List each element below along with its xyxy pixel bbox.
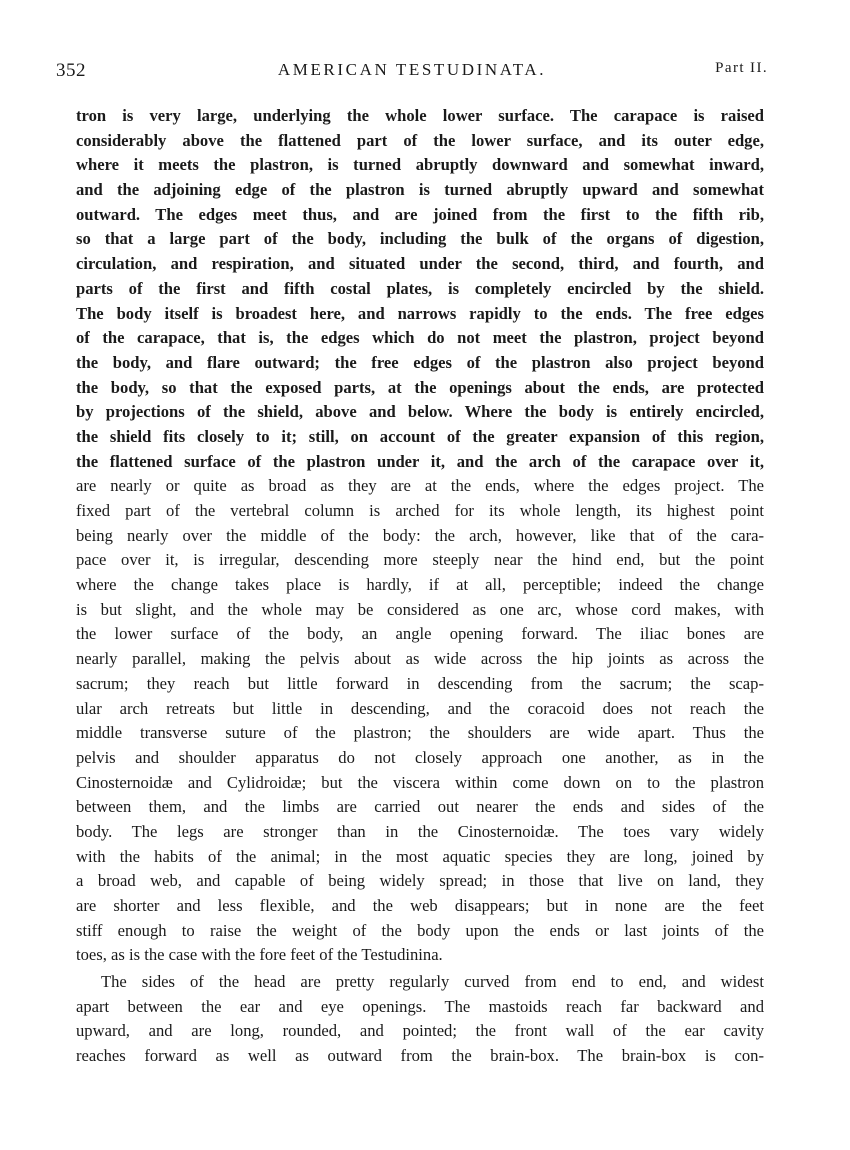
text-line: by projections of the shield, above and below. Where the body is entirely encircled,: [76, 402, 764, 422]
paragraph: [76, 970, 764, 1069]
text-line: sacrum; they reach but little forward in descending from the sacrum; the scap-: [76, 673, 764, 693]
text-line: parts of the first and fifth costal plates, is completely encircled by the shield.: [76, 278, 764, 298]
text-line: where the change takes place is hardly, if at all, perceptible; indeed the change: [76, 575, 764, 595]
text-line: toes, as is the case with the fore feet of the Testudinina.: [76, 945, 443, 965]
running-head: [56, 60, 768, 84]
running-title: AMERICAN TESTUDINATA.: [277, 60, 547, 79]
text-line: where it meets the plastron, is turned abruptly downward and somewhat inward,: [76, 155, 764, 175]
text-line: the body, so that the exposed parts, at the openings about the ends, are protected: [76, 377, 764, 397]
text-line: reaches forward as well as outward from the brain-box. The brain-box is con-: [76, 1046, 764, 1066]
text-line: body. The legs are stronger than in the Cinosternoidæ. The toes vary widely: [76, 821, 764, 841]
text-line: The sides of the head are pretty regularly curved from end to end, and widest: [101, 972, 764, 992]
text-line: of the carapace, that is, the edges which do not meet the plastron, project beyond: [76, 328, 764, 348]
text-line: apart between the ear and eye openings. The mastoids reach far backward and: [76, 996, 764, 1016]
text-line: the flattened surface of the plastron under it, and the arch of the carapace over it,: [76, 451, 764, 471]
text-line: pace over it, is irregular, descending more steeply near the hind end, but the point: [76, 550, 764, 570]
text-line: nearly parallel, making the pelvis about as wide across the hip joints as across the: [76, 649, 764, 669]
text-line: so that a large part of the body, including the bulk of the organs of digestion,: [76, 229, 764, 249]
text-line: being nearly over the middle of the body: the arch, however, like that of the cara-: [76, 525, 764, 545]
page-number: 352: [56, 60, 86, 81]
part-label: Part II.: [715, 60, 768, 76]
text-line: and the adjoining edge of the plastron is turned abruptly upward and somewhat: [76, 180, 764, 200]
text-line: is but slight, and the whole may be considered as one arc, whose cord makes, with: [76, 599, 764, 619]
text-line: the lower surface of the body, an angle opening forward. The iliac bones are: [76, 624, 764, 644]
text-line: ular arch retreats but little in descending, and the coracoid does not reach the: [76, 698, 764, 718]
text-line: the body, and flare outward; the free edges of the plastron also project beyond: [76, 352, 764, 372]
text-line: pelvis and shoulder apparatus do not closely approach one another, as in the: [76, 747, 764, 767]
text-line: Cinosternoidæ and Cylidroidæ; but the viscera within come down on to the plastron: [76, 772, 764, 792]
text-line: tron is very large, underlying the whole lower surface. The carapace is raised: [76, 106, 764, 125]
paragraph: [76, 104, 764, 968]
text-line: circulation, and respiration, and situated under the second, third, and fourth, and: [76, 254, 764, 274]
text-line: fixed part of the vertebral column is arched for its whole length, its highest point: [76, 501, 764, 520]
text-line: middle transverse suture of the plastron; the shoulders are wide apart. Thus the: [76, 723, 764, 743]
text-line: are shorter and less flexible, and the web disappears; but in none are the feet: [76, 896, 764, 915]
text-line: outward. The edges meet thus, and are joined from the first to the fifth rib,: [76, 204, 764, 224]
text-line: considerably above the flattened part of the lower surface, and its outer edge,: [76, 130, 764, 150]
text-line: The body itself is broadest here, and narrows rapidly to the ends. The free edges: [76, 303, 764, 323]
text-line: the shield fits closely to it; still, on account of the greater expansion of this region,: [76, 426, 764, 446]
body-text: [76, 104, 764, 1069]
text-line: upward, and are long, rounded, and pointed; the front wall of the ear cavity: [76, 1021, 764, 1041]
text-line: with the habits of the animal; in the most aquatic species they are long, joined by: [76, 846, 764, 866]
text-line: a broad web, and capable of being widely spread; in those that live on land, they: [76, 871, 764, 891]
text-line: between them, and the limbs are carried out nearer the ends and sides of the: [76, 797, 764, 817]
text-line: are nearly or quite as broad as they are at the ends, where the edges project. The: [76, 476, 764, 496]
text-line: stiff enough to raise the weight of the body upon the ends or last joints of the: [76, 920, 764, 940]
